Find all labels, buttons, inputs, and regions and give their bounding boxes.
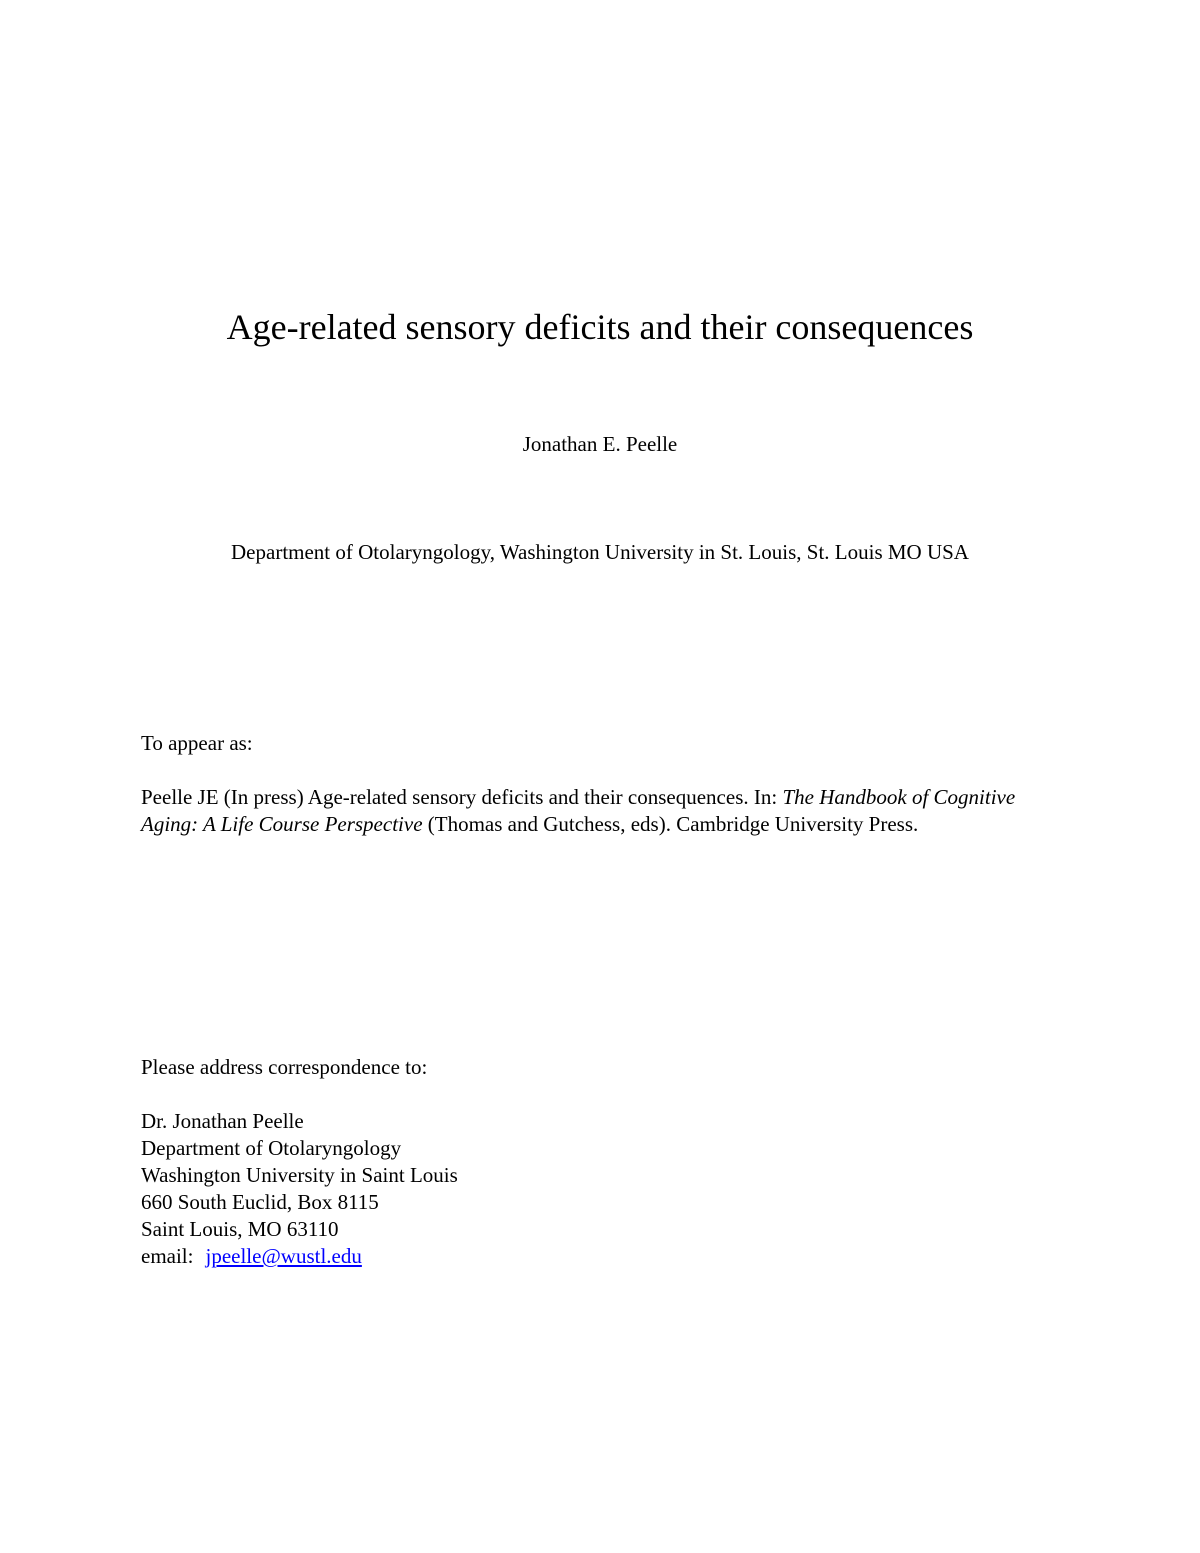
- address-line-university: Washington University in Saint Louis: [141, 1163, 458, 1187]
- address-line-name: Dr. Jonathan Peelle: [141, 1109, 304, 1133]
- correspondence-label: Please address correspondence to:: [141, 1055, 428, 1079]
- author-name: Jonathan E. Peelle: [522, 432, 678, 456]
- citation-book-title: The Handbook of Cognitive Aging: A Life Course Perspective: [141, 785, 1016, 836]
- document-title: Age-related sensory deficits and their consequences: [226, 307, 974, 347]
- address-line-city: Saint Louis, MO 63110: [141, 1217, 339, 1241]
- author-affiliation: Department of Otolaryngology, Washington University in St. Louis, St. Louis MO USA: [231, 540, 969, 564]
- email-link[interactable]: jpeelle@wustl.edu: [205, 1244, 362, 1268]
- citation-prefix: Peelle JE (In press) Age-related sensory deficits and their consequences. In:: [141, 785, 783, 809]
- email-line: [141, 1243, 1061, 1270]
- correspondence-address: [141, 1108, 1061, 1270]
- email-label: email:: [141, 1244, 194, 1268]
- citation-suffix: (Thomas and Gutchess, eds). Cambridge University Press.: [422, 812, 919, 836]
- address-line-street: 660 South Euclid, Box 8115: [141, 1190, 379, 1214]
- citation-paragraph: [141, 784, 1061, 838]
- to-appear-label: To appear as:: [141, 731, 253, 755]
- address-line-department: Department of Otolaryngology: [141, 1136, 402, 1160]
